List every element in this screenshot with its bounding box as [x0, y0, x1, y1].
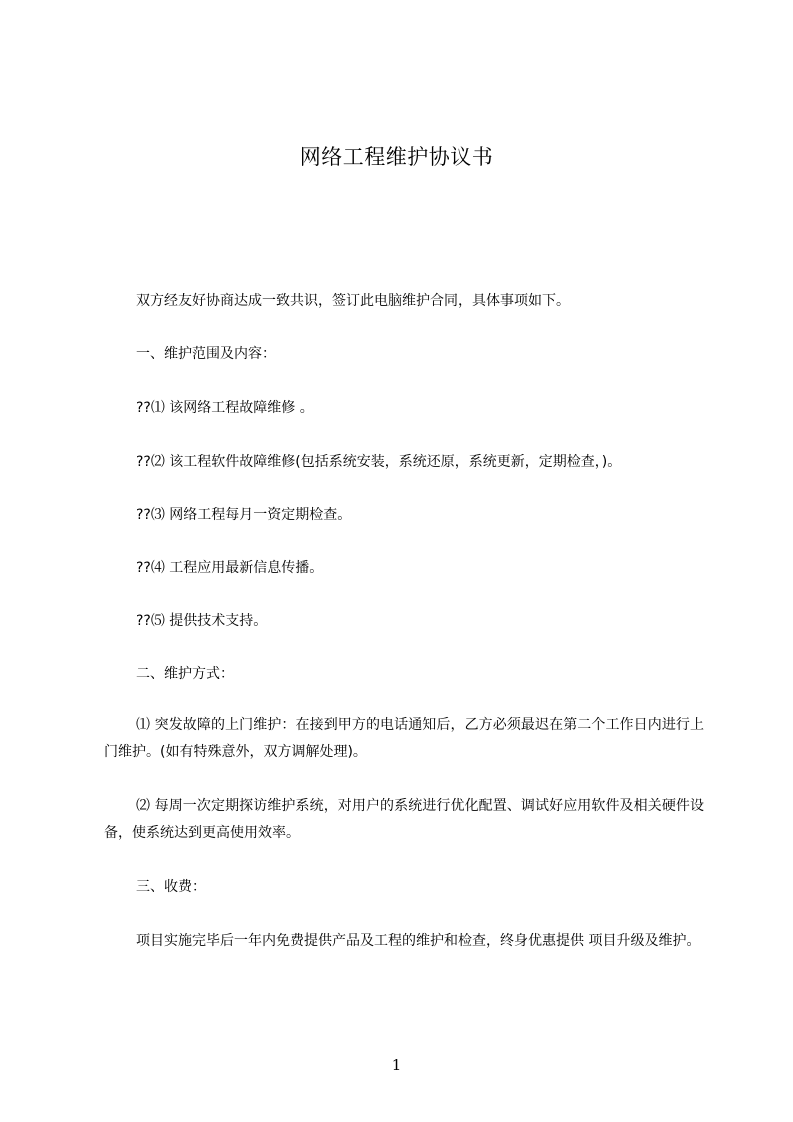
section1-heading: 一、维护范围及内容： — [136, 346, 276, 362]
scope-item-2: ??⑵ 该工程软件故障维修(包括系统安装，系统还原，系统更新，定期检查，)。 — [136, 454, 622, 470]
fee-paragraph: 项目实施完毕后一年内免费提供产品及工程的维护和检查，终身优惠提供 项目升级及维护。 — [136, 933, 701, 949]
scope-item-5: ??⑸ 提供技术支持。 — [136, 613, 268, 629]
scope-item-4: ??⑷ 工程应用最新信息传播。 — [136, 560, 324, 576]
scope-item-1: ??⑴ 该网络工程故障维修 。 — [136, 400, 314, 416]
intro-text: 双方经友好协商达成一致共识，签订此电脑维护合同，具体事项如下。 — [136, 293, 570, 309]
page-number: 1 — [391, 1056, 402, 1074]
document-title: 网络工程维护协议书 — [299, 145, 494, 169]
scope-item-3: ??⑶ 网络工程每月一资定期检查。 — [136, 507, 352, 523]
method-paragraph-2: ⑵ 每周一次定期探访维护系统，对用户的系统进行优化配置、调试好应用软件及相关硬件设备，使系统达到更高使用效率。 — [104, 798, 704, 841]
section2-heading: 二、维护方式： — [136, 666, 234, 682]
section3-heading: 三、收费： — [136, 879, 206, 895]
method-paragraph-1: ⑴ 突发故障的上门维护：在接到甲方的电话通知后，乙方必须最迟在第二个工作日内进行上门维护。(如有特殊意外，双方调解处理)。 — [104, 717, 704, 760]
